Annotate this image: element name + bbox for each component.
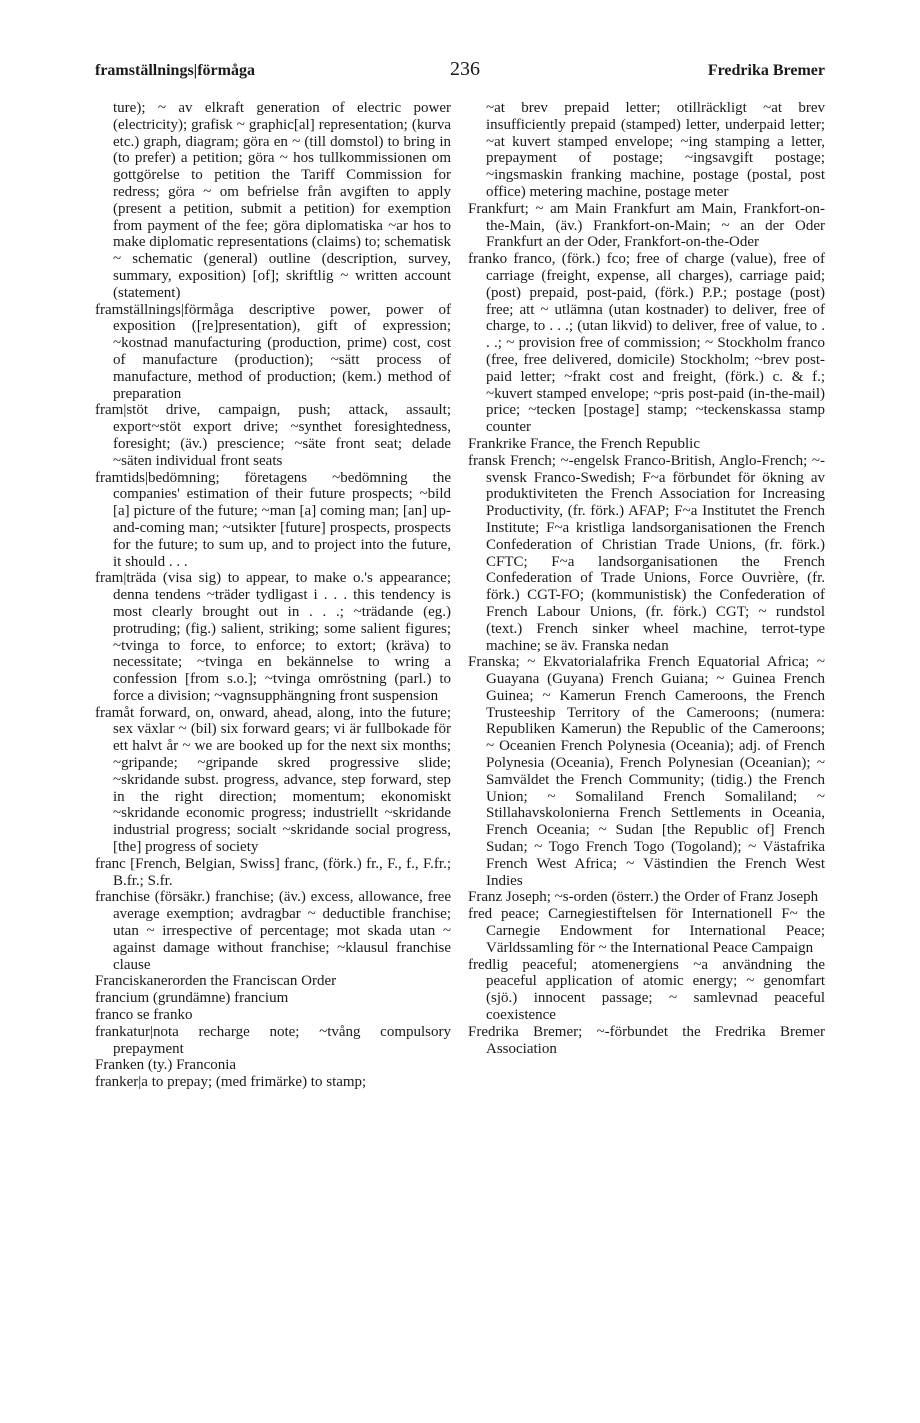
entry-continuation: ture); ~ av elkraft generation of electric power (electricity); grafisk ~ graphic[al] representation; (kurva etc.) graph, diagram; göra en ~ (till domstol) to bring in (to prefer) a petition; göra ~ hos tullkommissionen om gottgörelse to petition the Tariff Commission for redress; göra ~ om befrielse från avgiften to apply (present a petition, submit a petition) for exemption from payment of the fee; göra diplomatiska ~ar hos to make diplomatic representations (claims) to; schematisk ~ schematic (general) outline (description, survey, summary, exposition) [of]; skriftlig ~ written account (statement) [113, 100, 451, 301]
entry: Frankfurt; ~ am Main Frankfurt am Main, Frankfort-on-the-Main, (äv.) Frankfort-on-Main; ~ an der Oder Frankfurt an der Oder, Frankfort-on-the-Oder [468, 200, 825, 251]
entry: franchise (försäkr.) franchise; (äv.) excess, allowance, free average exemption; avdragbar ~ deductible franchise; utan ~ irrespective of percentage; mot skada utan ~ against damage without franchise; ~klausul franchise clause [95, 889, 451, 973]
entry: franco se franko [95, 1007, 193, 1024]
header-left-guideword: framställnings|förmåga [95, 62, 255, 79]
entry-continuation: ~at brev prepaid letter; otillräckligt ~at brev insufficiently prepaid (stamped) letter, underpaid letter; ~at kuvert stamped envelope; ~ing stamping a letter, prepayment of postage; ~ingsavgift postage; ~ingsmaskin franking machine, postage (postal, post office) metering machine, postage meter [486, 100, 825, 200]
entry: fredlig peaceful; atomenergiens ~a användning the peaceful application of atomic energy; ~ genomfart (sjö.) innocent passage; ~ samlevnad peaceful coexistence [468, 956, 825, 1024]
entry: fram|träda (visa sig) to appear, to make o.'s appearance; denna tendens ~träder tydligast i . . . this tendency is most clearly brought out in . . .; ~trädande (eg.) protruding; (fig.) salient, striking; some salient figures; ~tvinga to force, to enforce; to extort; (kräva) to necessitate; ~tvinga en bekännelse to wring a confession [from s.o.]; ~tvinga omröstning (parl.) to force a division; ~vagnsupphängning front suspension [95, 570, 451, 704]
entry: framställnings|förmåga descriptive power, power of exposition ([re]presentation), gift of expression; ~kostnad manufacturing (production, prime) cost, cost of manufacture (production); ~sätt process of manufacture, method of production; (kem.) method of preparation [95, 301, 451, 402]
entry: Franska; ~ Ekvatorialafrika French Equatorial Africa; ~ Guayana (Guyana) French Guiana; ~ Guinea French Guinea; ~ Kamerun French Cameroons, the French Trusteeship Territory of the Cameroons; (numera: Republiken Kamerun) the Republic of the Cameroons; ~ Oceanien French Polynesia (Oceania); adj. of French Polynesia (Oceania), French Polynesian (Oceanian); ~ Samväldet the French Community; (tidig.) the French Union; ~ Somaliland French Somaliland; ~ Stillahavskolonierna French Settlements in Oceania, French Oceania; ~ Sudan [the Republic of] French Sudan; ~ Togo French Togo (Togoland); ~ Västafrika French West Africa; ~ Västindien the French West Indies [468, 654, 825, 889]
right-column [468, 100, 825, 1057]
entry: Fredrika Bremer; ~-förbundet the Fredrika Bremer Association [468, 1023, 825, 1057]
entry: franko franco, (förk.) fco; free of charge (value), free of carriage (freight, expense, all charges), carriage paid; (post) prepaid, post-paid, (förk.) P.P.; postage (post) free; att ~ utlämna (utan kostnader) to deliver, free of charge, to . . .; (utan likvid) to deliver, free of value, to . . .; ~ provision free of commission; ~ Stockholm franco (free, free delivered, domicile) Stockholm; ~brev post-paid letter; ~frakt cost and freight, (förk.) c. & f.; ~kuvert stamped envelope; ~pris post-paid (in-the-mail) price; ~tecken [postage] stamp; ~teckenskassa stamp counter [468, 251, 825, 436]
entry: fred peace; Carnegiestiftelsen för Internationell F~ the Carnegie Endowment for International Peace; Världssamling för ~ the International Peace Campaign [468, 906, 825, 956]
entry: francium (grundämne) francium [95, 990, 289, 1007]
page-header [95, 60, 825, 84]
entry: fram|stöt drive, campaign, push; attack, assault; export~stöt export drive; ~synthet foresightedness, foresight; (äv.) prescience; ~säte front seat; delade ~säten individual front seats [95, 402, 451, 469]
entry: franker|a to prepay; (med frimärke) to stamp; [95, 1074, 367, 1091]
entry: Frankrike France, the French Republic [468, 435, 701, 452]
entry: Franken (ty.) Franconia [95, 1057, 237, 1074]
page-number: 236 [450, 58, 480, 80]
entry: franc [French, Belgian, Swiss] franc, (förk.) fr., F., f., F.fr.; B.fr.; S.fr. [95, 855, 451, 889]
entry: fransk French; ~-engelsk Franco-British, Anglo-French; ~-svensk Franco-Swedish; F~a förbundet för ökning av produktiviteten the French Association for Increasing Productivity, (fr. förk.) AFAP; F~a Institutet the French Institute; F~a kristliga landsorganisationen the French Confederation of Christian Trade Unions, (fr. förk.) CFTC; F~a landsorganisationen the French Confederation of Trade Unions, Force Ouvrière, (fr. förk.) CGT-FO; (kommunistisk) the Confederation of French Labour Unions, (fr. förk.) CGT; ~ rundstol (text.) French sinker wheel machine, terrot-type machine; se äv. Franska nedan [468, 452, 825, 654]
entry: framtids|bedömning; företagens ~bedömning the companies' estimation of their future prospects; ~bild [a] picture of the future; ~man [a] coming man; [an] up-and-coming man; ~utsikter [future] prospects, prospects for the future; to sum up, and to project into the future, it should . . . [95, 469, 451, 570]
entry: framåt forward, on, onward, ahead, along, into the future; sex växlar ~ (bil) six forward gears; vi är fullbokade för ett halvt år ~ we are booked up for the next six months; ~gripande; ~gripande skred progressive slide; ~skridande subst. progress, advance, step forward, step in the right direction; momentum; ekonomiskt ~skridande economic progress; industriellt ~skridande industrial progress; socialt ~skridande social progress, [the] progress of society [95, 704, 451, 856]
entry: frankatur|nota recharge note; ~tvång compulsory prepayment [95, 1023, 451, 1057]
entry: Franz Joseph; ~s-orden (österr.) the Order of Franz Joseph [468, 889, 819, 906]
entry: Franciskanerorden the Franciscan Order [95, 973, 337, 990]
header-right-guideword: Fredrika Bremer [707, 62, 825, 79]
left-column [95, 100, 451, 1091]
